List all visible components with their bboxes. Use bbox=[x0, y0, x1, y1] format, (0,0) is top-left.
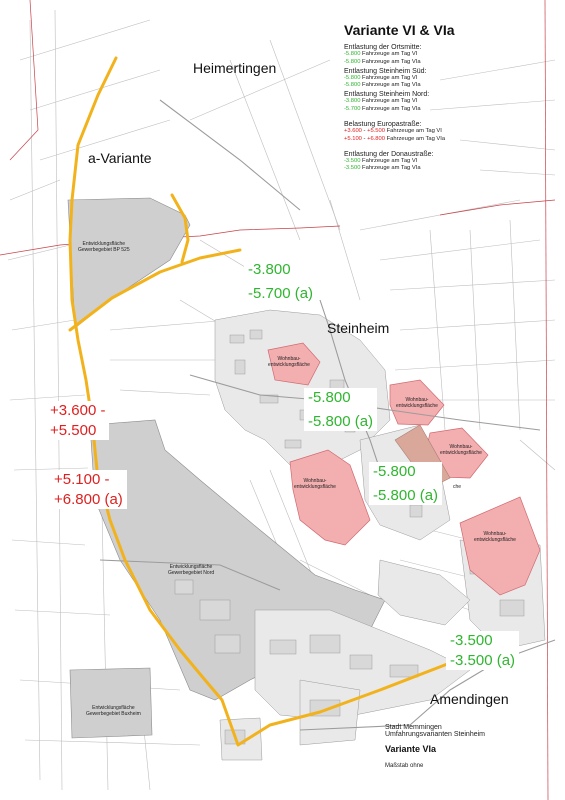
legend-val1: -5.800 bbox=[344, 58, 361, 65]
area-label-line: Wohnbau- bbox=[277, 356, 301, 362]
legend-val2: +6.800 bbox=[367, 135, 385, 142]
area-label-nord bbox=[168, 564, 214, 577]
area-label-line: entwicklungsfläche bbox=[294, 484, 336, 491]
legend-heading: Entlastung Steinheim Süd: bbox=[344, 67, 427, 75]
footer-project: Umfahrungsvarianten Steinheim bbox=[385, 731, 485, 738]
legend-val1: +5.100 bbox=[344, 135, 362, 142]
area-label-line: Gewerbegebiet Nord bbox=[168, 570, 215, 577]
footer-city: Stadt Memmingen bbox=[385, 724, 442, 731]
legend-gap bbox=[344, 144, 544, 150]
legend-suffix: Fahrzeuge am Tag VIa bbox=[360, 165, 421, 172]
legend-line bbox=[344, 75, 544, 83]
value-line: +3.600 - bbox=[50, 402, 106, 419]
area-label-line: Entwicklungsfläche bbox=[92, 705, 135, 711]
value-line: -5.800 bbox=[308, 389, 351, 406]
area-label-bp525 bbox=[78, 241, 130, 254]
area-label-line: Wohnbau- bbox=[303, 478, 327, 484]
value-line: -5.800 (a) bbox=[373, 487, 439, 504]
area-label-buxheim bbox=[86, 705, 141, 718]
value-line: -5.800 (a) bbox=[308, 413, 374, 430]
legend-heading: Entlastung Steinheim Nord: bbox=[344, 91, 430, 99]
legend-val1: -3.500 bbox=[344, 157, 361, 164]
legend-line bbox=[344, 98, 544, 106]
area-label-line: Gewerbegebiet BP 525 bbox=[78, 247, 130, 254]
legend-suffix: Fahrzeuge am Tag VIa bbox=[384, 135, 446, 142]
area-label-line: Gewerbegebiet Buxheim bbox=[86, 711, 141, 718]
legend-val1: -5.700 bbox=[344, 106, 361, 113]
place-steinheim: Steinheim bbox=[327, 320, 390, 336]
legend-val1: -5.800 bbox=[344, 82, 361, 89]
area-label-wohnbau-2 bbox=[396, 397, 438, 410]
value-europastrasse bbox=[46, 401, 109, 440]
legend-line bbox=[344, 136, 544, 144]
legend-val2: +5.500 bbox=[367, 127, 385, 134]
title-block bbox=[385, 724, 485, 769]
legend-line bbox=[344, 106, 544, 114]
area-label-line: entwicklungsfläche bbox=[474, 537, 516, 544]
legend-line bbox=[344, 165, 544, 173]
legend-line bbox=[344, 82, 544, 90]
legend-val1: -5.800 bbox=[344, 51, 361, 57]
legend-suffix: Fahrzeuge am Tag VI bbox=[360, 51, 418, 57]
value-steinheim-nord bbox=[244, 260, 317, 303]
area-label-line: Entwicklungsfläche bbox=[82, 241, 126, 247]
legend-val1: -3.500 bbox=[344, 165, 361, 172]
legend-line bbox=[344, 51, 544, 59]
value-line: +5.100 - bbox=[54, 471, 110, 488]
value-line: -3.800 bbox=[248, 261, 291, 278]
area-label-line: entwicklungsfläche bbox=[268, 362, 310, 369]
legend-line bbox=[344, 128, 544, 136]
legend-sep: - bbox=[361, 127, 368, 134]
area-label-line: Wohnbau- bbox=[483, 531, 507, 537]
value-line: +5.500 bbox=[50, 422, 97, 439]
footer-scale: Maßstab ohne bbox=[385, 763, 424, 769]
legend-suffix: Fahrzeuge am Tag VI bbox=[360, 157, 418, 164]
legend-val1: -3.800 bbox=[344, 98, 361, 105]
legend-heading: Entlastung der Donaustraße: bbox=[344, 150, 434, 158]
area-label-wohnbau-5 bbox=[474, 531, 516, 544]
area-label-line: entwicklungsfläche bbox=[396, 403, 438, 410]
legend-suffix: Fahrzeuge am Tag VI bbox=[384, 127, 442, 134]
legend-groups bbox=[344, 44, 544, 173]
area-label-line: Wohnbau- bbox=[405, 397, 429, 403]
label-a-variante: a-Variante bbox=[88, 150, 152, 166]
area-label-line: Entwicklungsfläche bbox=[169, 564, 213, 570]
value-line: -3.500 (a) bbox=[450, 652, 516, 669]
legend-sep: - bbox=[361, 135, 368, 142]
legend-val1: -5.800 bbox=[344, 74, 361, 81]
value-europastrasse-a bbox=[50, 470, 127, 509]
place-amendingen: Amendingen bbox=[430, 691, 509, 707]
value-ortsmitte bbox=[304, 388, 377, 431]
area-label-wohnbau-4 bbox=[294, 478, 336, 491]
value-donaustrasse bbox=[446, 631, 519, 670]
legend-suffix: Fahrzeuge am Tag VIa bbox=[360, 82, 421, 89]
value-line: -5.800 bbox=[373, 463, 416, 480]
map-title: Variante VI & VIa bbox=[344, 22, 455, 38]
value-line: -5.700 (a) bbox=[248, 285, 314, 302]
footer-variant: Variante VIa bbox=[385, 744, 437, 754]
legend-gap bbox=[344, 114, 544, 120]
legend-suffix: Fahrzeuge am Tag VI bbox=[360, 98, 418, 105]
legend-panel bbox=[344, 22, 544, 173]
legend-suffix: Fahrzeuge am Tag VIa bbox=[360, 58, 421, 65]
area-label-line: Wohnbau- bbox=[449, 444, 473, 450]
legend-val1: +3.600 bbox=[344, 127, 362, 134]
legend-heading: Belastung Europastraße: bbox=[344, 120, 422, 128]
value-steinheim-sued bbox=[369, 462, 442, 505]
area-label-line: entwicklungsfläche bbox=[440, 450, 482, 457]
legend-heading: Entlastung der Ortsmitte: bbox=[344, 44, 422, 51]
area-label-partial: che bbox=[453, 484, 462, 490]
place-heimertingen: Heimertingen bbox=[193, 60, 277, 76]
area-label-wohnbau-1 bbox=[268, 356, 310, 369]
legend-line bbox=[344, 59, 544, 67]
legend-suffix: Fahrzeuge am Tag VIa bbox=[360, 106, 421, 113]
area-label-wohnbau-3 bbox=[440, 444, 482, 457]
legend-line bbox=[344, 158, 544, 166]
legend-suffix: Fahrzeuge am Tag VI bbox=[360, 74, 418, 81]
value-line: -3.500 bbox=[450, 632, 493, 649]
value-line: +6.800 (a) bbox=[54, 491, 123, 508]
